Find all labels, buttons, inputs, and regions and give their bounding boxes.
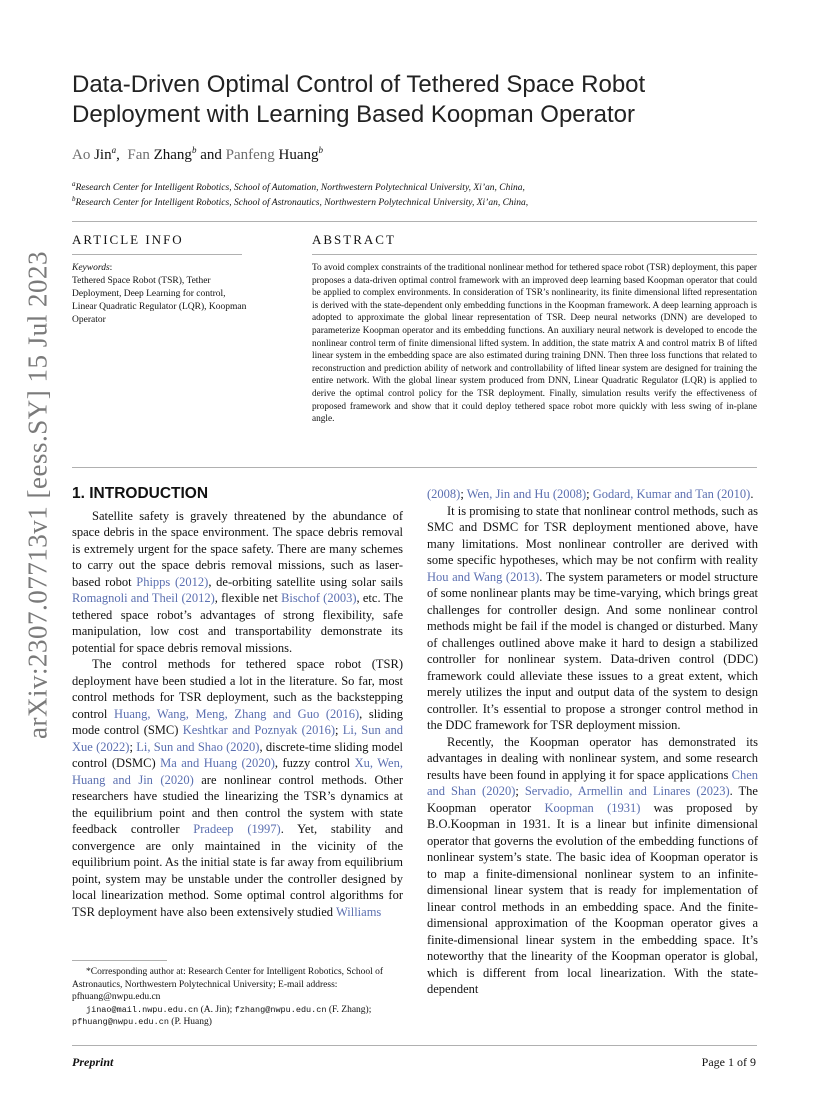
body-text: Satellite safety is gravely threatened by the abundance of space debris in the space environment. The space debris removal is extremely urgent for the space safety. There are many schemes to carry out the space debris removal missions, such as laser-based robot — [72, 508, 403, 589]
body-text: are nonlinear control methods. Other researchers have studied the linearizing the TSR’s dynamics at the equilibrium point and then control the system with state feedback controller — [72, 772, 403, 836]
body-text: . Yet, stability and convergence are only maintained in the vicinity of the equilibrium point. As the initial state is far away from equilibrium point, system may be unstable under the controller designed by local linearization method. Some optimal control algorithms for TSR deployment have also been extensively studied — [72, 822, 403, 919]
body-text: . The system parameters or model structure of some nonlinear plants may be time-varying, which brings great challenges for controller design. And some nonlinear control methods might be fail if the model is changed or disturbed. Many of challenges outlined above make it hard to design a stabilized controller for nonlinear system. Data-driven control (DDC) framework could alleviate these issues to a great extent, which merely utilizes the input and output data of the system to design controller. It’s essential to propose a stronger control method in the DDC framework for TSR deployment mission. — [427, 569, 758, 732]
body-text: Recently, the Koopman operator has demonstrated its advantages in dealing with nonlinear system, and some research results have been found in applying it for space applications — [427, 734, 758, 782]
left-column-body — [72, 508, 403, 921]
author-first-name[interactable]: Panfeng — [225, 147, 275, 163]
affiliation-mark: a — [72, 180, 76, 188]
author-last-name: Huang — [278, 147, 319, 163]
author-list: Ao Jin$^a$, Fan Zhang$^b$ and Panfeng Huang$^b$ — [72, 145, 324, 163]
divider — [312, 254, 757, 255]
footnote-rule — [72, 960, 167, 961]
article-info-heading: ARTICLE INFO — [72, 232, 184, 247]
body-text: , fuzzy control — [274, 756, 355, 770]
body-text: , discrete-time sliding model control (DSMC) — [72, 739, 403, 770]
citation-link[interactable]: Chen and Shan (2020) — [427, 767, 758, 798]
footnote-corresponding: Corresponding author at: Research Center for Intelligent Robotics, School of Astronautics, Northwestern Polytechnical University; E-mail address: pfhuang@nwpu.edu.cn — [72, 967, 384, 1002]
citation-link[interactable]: Pradeep (1997) — [193, 822, 281, 836]
body-text: , etc. The tethered space robot’s advantages of strong flexibility, safe manipulation, low cost and transportability demonstrate its potential for space debris removal missions. — [72, 591, 404, 655]
paper-title: Data-Driven Optimal Control of Tethered Space Robot Deployment with Learning Based Koopman Operator — [72, 71, 646, 128]
body-paragraph — [72, 508, 403, 657]
citation-link[interactable]: Li, Sun and Shao (2020) — [136, 739, 260, 754]
footnote-email[interactable]: pfhuang@nwpu.edu.cn — [72, 1017, 169, 1027]
footnote-name: (F. Zhang) — [328, 1004, 369, 1015]
author-last-name: Jin — [94, 147, 112, 163]
author-affil-mark: a — [111, 145, 117, 155]
affiliation-text: Research Center for Intelligent Robotics, School of Automation, Northwestern Polytechnical University, Xi’an, China, — [75, 183, 525, 194]
right-column-body — [427, 486, 758, 998]
author-first-name[interactable]: Ao — [72, 147, 91, 163]
footnote-email[interactable]: fzhang@nwpu.edu.cn — [234, 1004, 327, 1015]
footer-rule — [72, 1045, 757, 1046]
divider — [72, 221, 757, 222]
citation-link[interactable]: Wen, Jin and Hu (2008) — [466, 487, 587, 501]
divider — [72, 467, 757, 468]
body-text: , de-orbiting satellite using solar sails — [208, 574, 403, 589]
right-column — [427, 486, 758, 998]
keywords-block: Keywords: Tethered Space Robot (TSR), Tether Deployment, Deep Learning for control, Linear Quadratic Regulator (LQR), Koopman Operator — [72, 263, 247, 325]
body-text: It is promising to state that nonlinear control methods, such as SMC and DSMC for TSR deployment mentioned above, have many limitations. Most nonlinear controller are derived with some specific hypotheses, which may be not confirm with reality — [427, 503, 758, 567]
body-text: . The Koopman operator — [427, 784, 758, 815]
footnote-name: (A. Jin) — [200, 1004, 230, 1015]
citation-link[interactable]: Li, Sun and Xue (2022) — [72, 723, 403, 754]
left-column — [72, 486, 403, 920]
citation-link[interactable]: Keshtkar and Poznyak (2016) — [182, 723, 336, 737]
citation-link[interactable]: Godard, Kumar and Tan (2010) — [592, 487, 751, 501]
citation-link[interactable]: Phipps (2012) — [136, 574, 209, 589]
arxiv-id-text: arXiv:2307.07713v1 [eess.SY] 15 Jul 2023 — [22, 251, 53, 739]
citation-link[interactable]: Romagnoli and Theil (2012) — [72, 591, 215, 605]
body-text: ; — [586, 487, 593, 501]
footnote: *Corresponding author at: Research Center for Intelligent Robotics, School of Astronautics, Northwestern Polytechnical University; E-mail address: pfhuang@nwpu.edu.cn jinao@mail.nwpu.edu.cn (A. Jin); fzhang@nwpu.edu.cn (F. Zhang); pfhuang@nwpu.edu.cn (P. Huang) — [72, 967, 384, 1027]
citation-link[interactable]: Koopman (1931) — [544, 800, 641, 815]
body-text: , sliding mode control (SMC) — [72, 706, 403, 737]
body-paragraph — [427, 734, 758, 998]
author-last-name: Zhang — [153, 147, 192, 163]
citation-link[interactable]: Hou and Wang (2013) — [427, 569, 540, 584]
body-text: was proposed by B.O.Koopman in 1931. It is a linear but infinite dimensional operator that governs the evolution of the embedding functions of nonlinear system’s state. The basic idea of Koopman operator is to map a finite-dimensional nonlinear system to an infinite-dimensional linear system that is ready for implementation of linear control methods in an embedding space. And the finite-dimensional approximation of the Koopman operator gives a finite-dimensional linear system in the embedding space. It’s noteworthy that the linearity of the Koopman operator is global, which is different from local linearization. With the state-dependent — [427, 800, 758, 996]
author-first-name[interactable]: Fan — [127, 147, 150, 163]
footer-page-number: Page 1 of 9 — [701, 1055, 756, 1069]
author-affil-mark: b — [318, 145, 324, 155]
affiliation-mark: b — [72, 195, 76, 203]
body-text: ; — [460, 487, 467, 501]
affiliation — [72, 195, 528, 208]
citation-link[interactable]: Huang, Wang, Meng, Zhang and Guo (2016) — [114, 706, 360, 721]
footnote-email[interactable]: jinao@mail.nwpu.edu.cn — [86, 1004, 199, 1015]
citation-link[interactable]: Servadio, Armellin and Linares (2023) — [524, 784, 730, 798]
abstract-text: To avoid complex constraints of the traditional nonlinear method for tethered space robot (TSR) deployment, this paper proposes a data-driven optimal control framework with an improved deep learning based Koopman operator that could be applied to complex environments. In consideration of TSR’s nonlinearity, its finite dimensional lifted representation is derived with the state-dependent only embedding functions in the Koopman framework. A deep learning approach is adopted to approximate the global linear representation of TSR. Deep neural networks (DNN) are developed to parameterize Koopman operator and its embedding functions. An auxiliary neural network is developed to encode the nonlinear control term of finite dimensional lifted system. In addition, the state matrix A and control matrix B of lifted linear system in the embedding space are also estimated during training DNN. Then three loss functions that related to reconstruction and prediction ability of network and controllability of lifted linear system are designed for training the entire network. With the global linear system produced from DNN, Linear Quadratic Regulator (LQR) is applied to derive the optimal control policy for the TSR deployment. Finally, simulation results verify the effectiveness of proposed framework and show that it could deploy tethered space robot more quickly with less swing of in-plane angle. — [312, 263, 757, 425]
body-text: ; — [129, 739, 137, 754]
keywords-text: Tethered Space Robot (TSR), Tether Deployment, Deep Learning for control, Linear Quadratic Regulator (LQR), Koopman Operator — [72, 276, 247, 325]
body-text: . — [750, 487, 754, 501]
divider — [72, 254, 242, 255]
affiliation-text: Research Center for Intelligent Robotics, School of Astronautics, Northwestern Polytechnical University, Xi’an, China, — [75, 198, 529, 209]
body-paragraph — [72, 656, 403, 920]
section-heading-introduction: 1. INTRODUCTION — [72, 485, 209, 502]
abstract-heading: ABSTRACT — [312, 232, 396, 247]
footer-preprint: Preprint — [72, 1055, 114, 1069]
keywords-label: Keywords — [72, 263, 110, 273]
author-and: and — [200, 147, 222, 163]
body-paragraph — [427, 486, 758, 503]
arxiv-side-identifier — [8, 251, 68, 739]
citation-link[interactable]: Ma and Huang (2020) — [160, 756, 275, 770]
body-text: ; — [515, 784, 525, 798]
citation-link[interactable]: Bischof (2003) — [281, 591, 357, 605]
citation-link[interactable]: (2008) — [427, 487, 461, 501]
citation-link[interactable]: Xu, Wen, Huang and Jin (2020) — [72, 756, 403, 787]
author-affil-mark: b — [191, 145, 197, 155]
body-text: The control methods for tethered space robot (TSR) deployment have been studied a lot in the literature. So far, most control methods for TSR deployment, such as the backstepping control — [72, 657, 403, 721]
affiliation — [72, 180, 525, 193]
body-paragraph — [427, 503, 758, 734]
citation-link[interactable]: Williams — [335, 904, 382, 919]
footnote-name: (P. Huang) — [171, 1017, 212, 1027]
body-text: ; — [335, 723, 343, 737]
body-text: , flexible net — [214, 591, 282, 605]
